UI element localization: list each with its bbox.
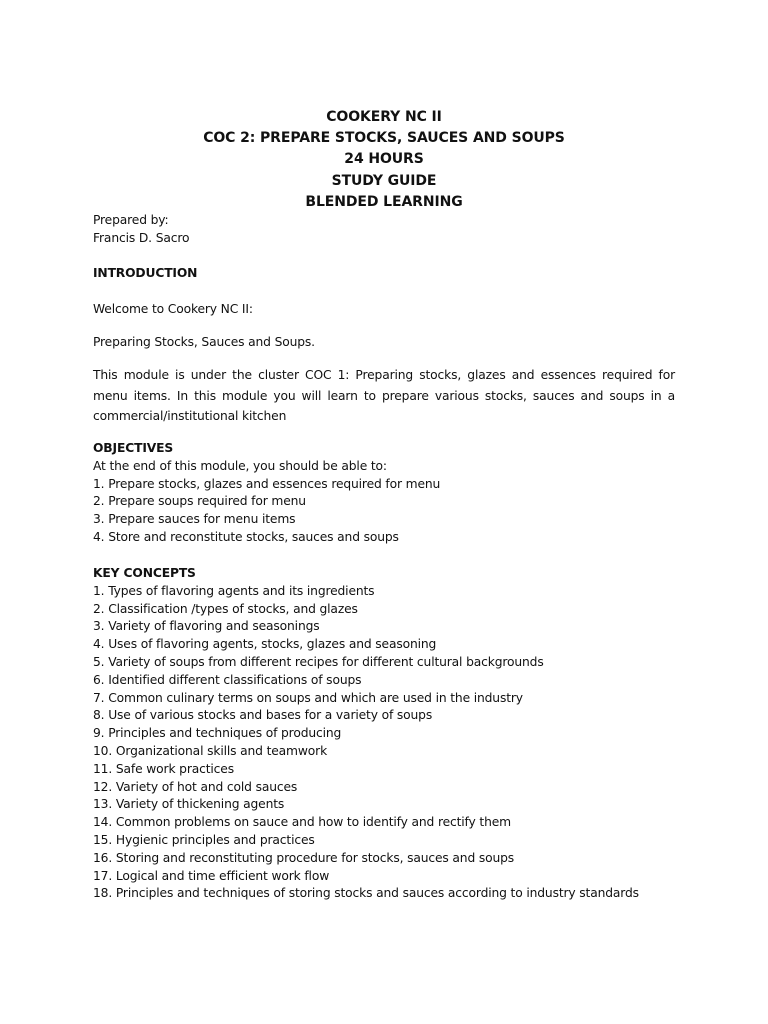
objectives-list (93, 476, 675, 547)
document-title-block (0, 107, 768, 213)
list-item: 11. Safe work practices (93, 761, 234, 776)
list-item: 1. Prepare stocks, glazes and essences required for menu (93, 476, 441, 491)
key-concepts-list (93, 583, 675, 903)
list-item: 2. Prepare soups required for menu (93, 494, 306, 509)
author-name: Francis D. Sacro (93, 230, 190, 245)
list-item: 3. Prepare sauces for menu items (93, 512, 296, 527)
title-line: COC 2: PREPARE STOCKS, SAUCES AND SOUPS (203, 130, 565, 147)
title-line: BLENDED LEARNING (305, 193, 463, 210)
list-item: 5. Variety of soups from different recipes for different cultural backgrounds (93, 654, 544, 669)
author-block (93, 212, 675, 248)
list-item: 14. Common problems on sauce and how to identify and rectify them (93, 815, 511, 830)
title-line: 24 HOURS (344, 151, 424, 168)
list-item: 18. Principles and techniques of storing stocks and sauces according to industry standards (93, 886, 639, 901)
list-item: 13. Variety of thickening agents (93, 797, 285, 812)
list-item: 2. Classification /types of stocks, and glazes (93, 601, 358, 616)
list-item: 3. Variety of flavoring and seasonings (93, 619, 320, 634)
list-item: 1. Types of flavoring agents and its ingredients (93, 583, 375, 598)
welcome-text: Welcome to Cookery NC II: (93, 302, 253, 316)
subtitle-block (93, 334, 675, 352)
prepared-by-label: Prepared by: (93, 213, 169, 227)
list-item: 17. Logical and time efficient work flow (93, 868, 330, 883)
title-line: STUDY GUIDE (331, 172, 437, 189)
list-item: 9. Principles and techniques of producing (93, 726, 342, 741)
title-line: COOKERY NC II (326, 109, 442, 125)
objectives-heading: OBJECTIVES (93, 441, 174, 455)
list-item: 7. Common culinary terms on soups and which are used in the industry (93, 690, 523, 705)
welcome-block (93, 301, 675, 319)
intro-paragraph: This module is under the cluster COC 1: Preparing stocks, glazes and essences required for menu items. In this module you will learn to prepare various stocks, sauces and soups in a commercial/institutional kitchen (93, 368, 675, 423)
objectives-intro: At the end of this module, you should be able to: (93, 458, 387, 473)
list-item: 16. Storing and reconstituting procedure for stocks, sauces and soups (93, 850, 515, 865)
list-item: 10. Organizational skills and teamwork (93, 743, 328, 758)
introduction-heading-block (93, 265, 675, 283)
list-item: 4. Store and reconstitute stocks, sauces and soups (93, 529, 399, 544)
introduction-heading: INTRODUCTION (93, 266, 198, 280)
key-concepts-heading: KEY CONCEPTS (93, 566, 196, 580)
list-item: 8. Use of various stocks and bases for a variety of soups (93, 708, 433, 723)
list-item: 12. Variety of hot and cold sauces (93, 779, 298, 794)
key-concepts-section (93, 565, 675, 903)
objectives-section (93, 440, 675, 547)
list-item: 15. Hygienic principles and practices (93, 832, 315, 847)
list-item: 6. Identified different classifications of soups (93, 672, 362, 687)
intro-subtitle: Preparing Stocks, Sauces and Soups. (93, 335, 315, 349)
list-item: 4. Uses of flavoring agents, stocks, glazes and seasoning (93, 637, 437, 652)
